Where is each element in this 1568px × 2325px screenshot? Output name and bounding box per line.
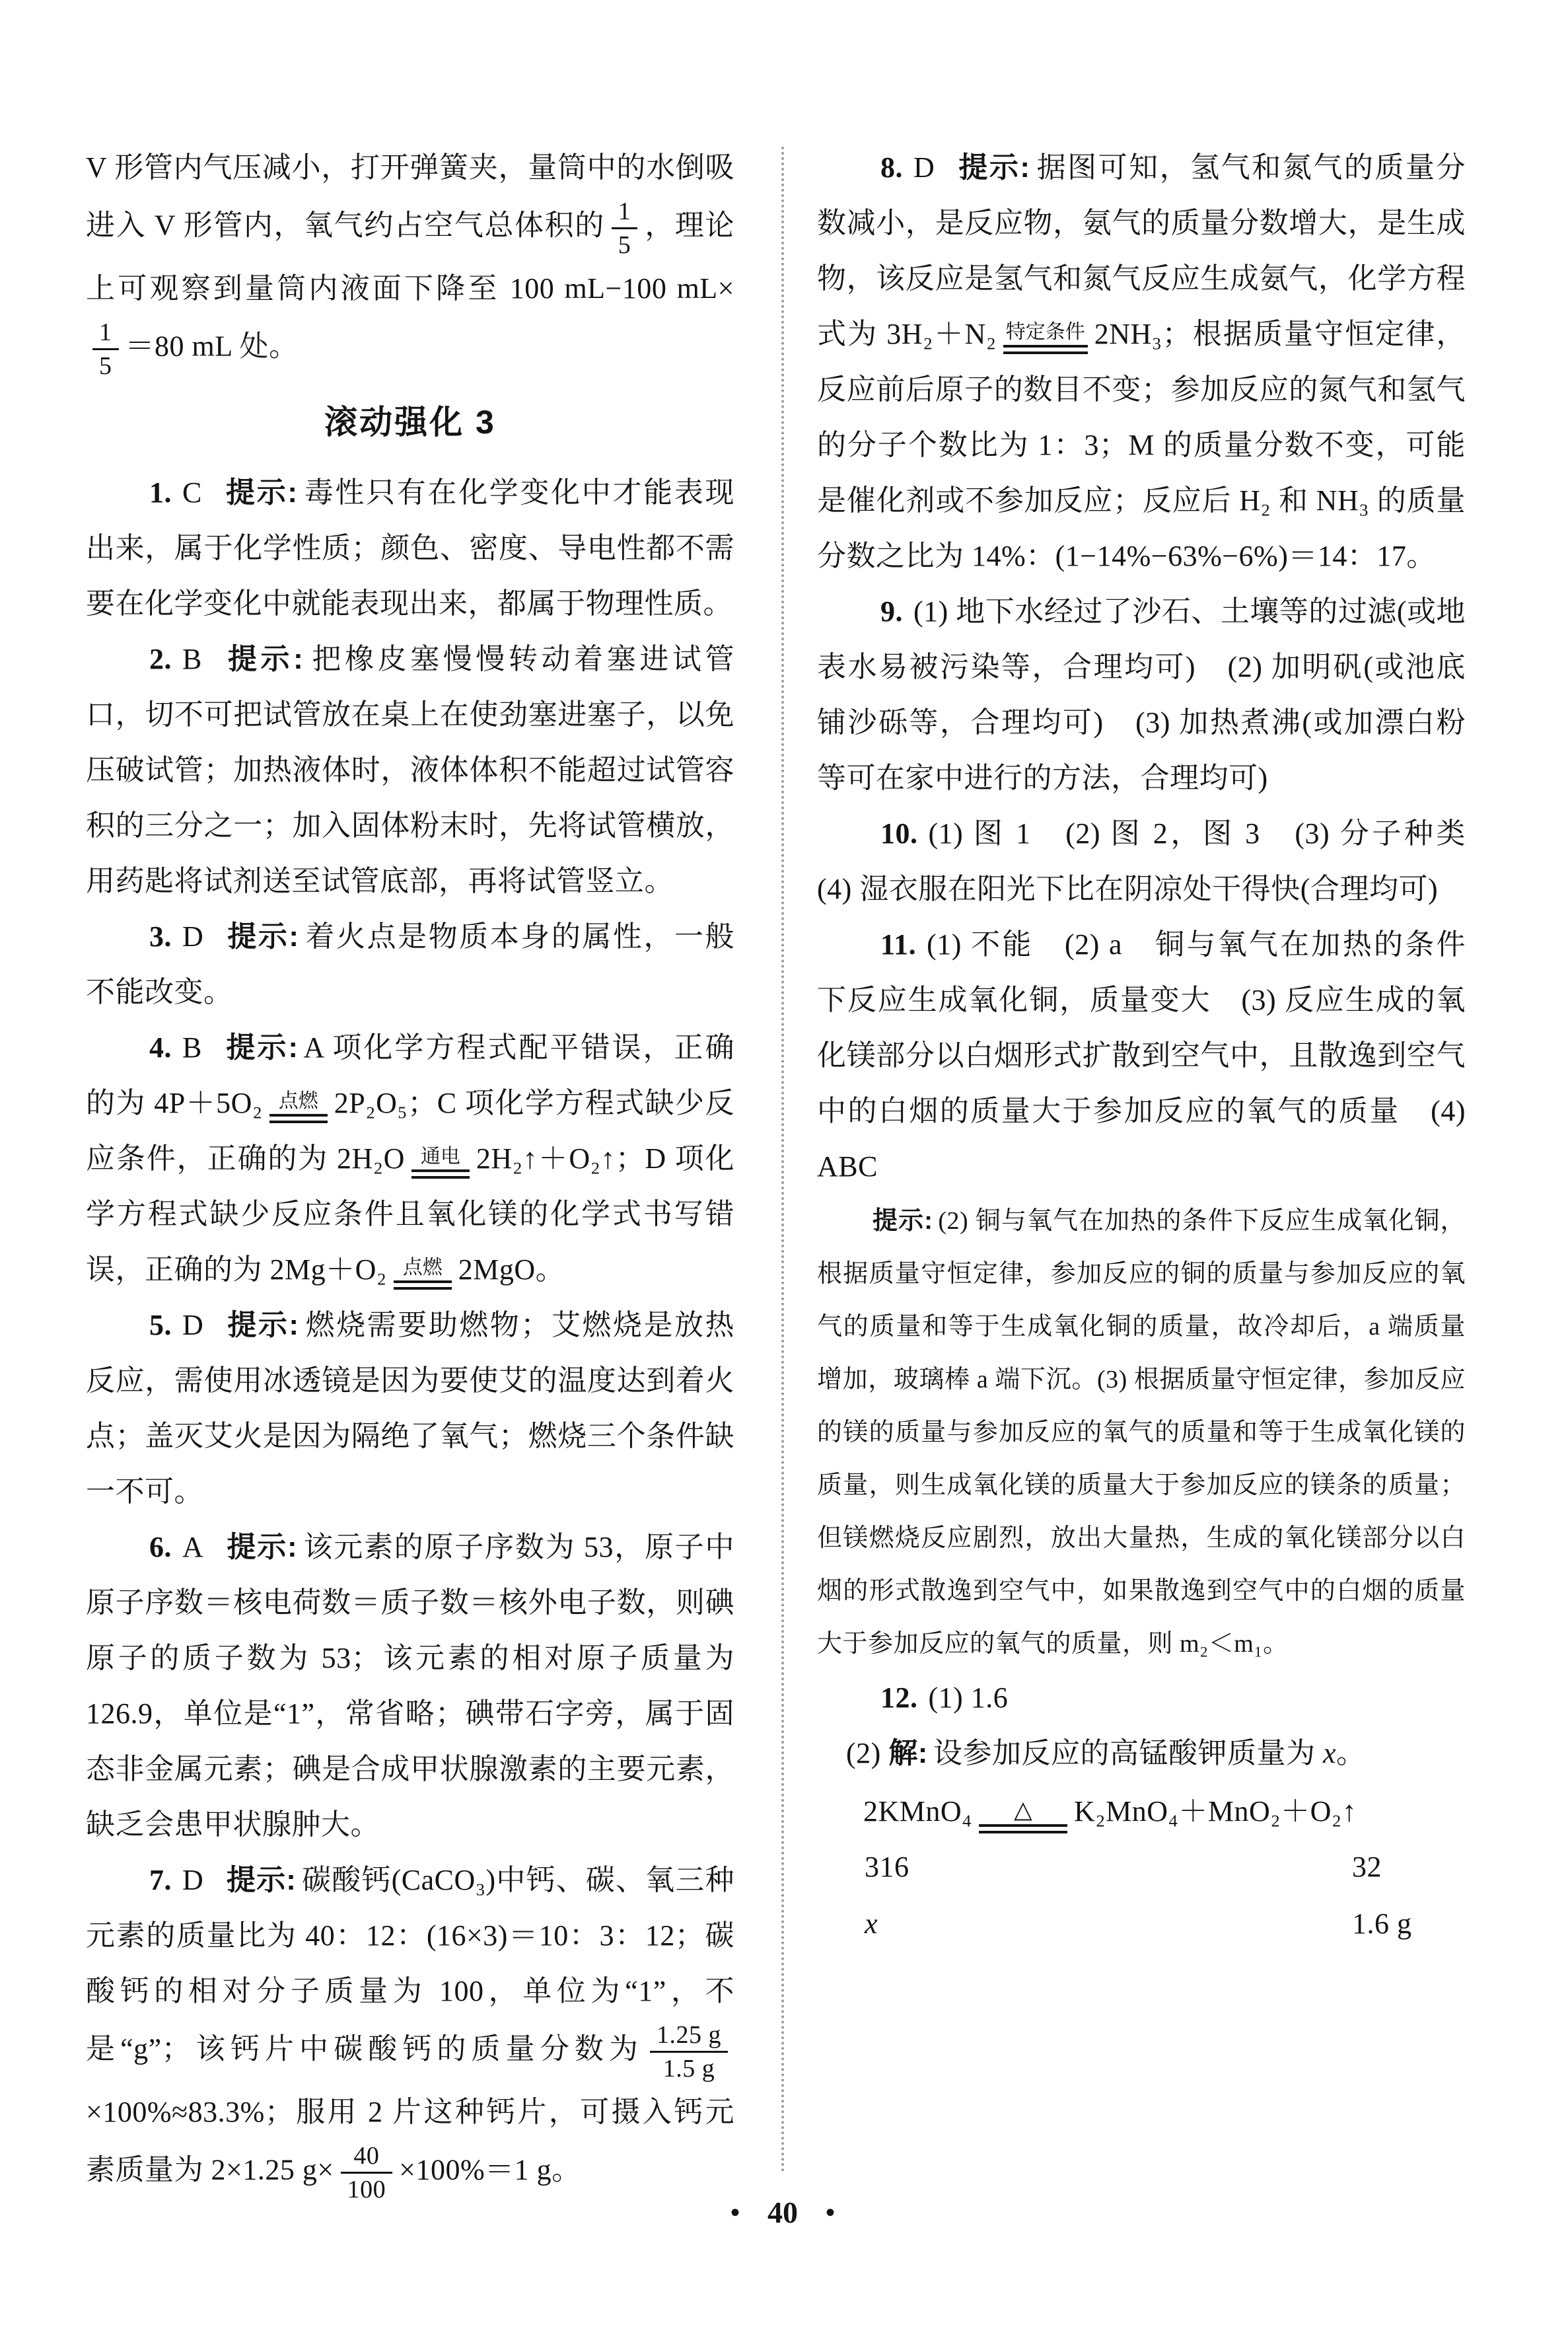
answer-item-9 <box>817 584 1466 806</box>
page-number-left-dot: • <box>730 2197 740 2227</box>
item-text: (1) 地下水经过了沙石、土壤等的过滤(或地表水易被污染等，合理均可) (2) 加明矾(或池底铺沙砾等，合理均可) (3) 加热煮沸(或加漂白粉等可在家中进行的方法，合理均可) <box>817 595 1466 794</box>
fraction <box>341 2140 393 2205</box>
answer-item-5 <box>86 1298 734 1520</box>
double-equals-line <box>269 1114 328 1123</box>
item-text: 2P₂O₅；C 项化学方程式缺少反应条件，正确的为 2H₂O <box>86 1087 734 1175</box>
solution-text: 设参加反应的高锰酸钾质量为 <box>933 1737 1323 1769</box>
item-number: 12. <box>880 1681 918 1714</box>
answer-item-10 <box>817 806 1495 917</box>
item-text: 2NH₃；根据质量守恒定律，反应前后原子的数目不变；参加反应的氮气和氢气的分子个数比为 1：3；M 的质量分数不变，可能是催化剂或不参加反应；反应后 H₂ 和 NH₃ 的质量分数之比为 14%：(1−14%−63%−6%)＝14：17。 <box>817 318 1466 572</box>
reaction-condition: 通电 <box>420 1145 460 1167</box>
column-divider <box>781 147 784 2174</box>
fraction-denominator: 5 <box>618 231 631 259</box>
item-text: (1) 图 1 (2) 图 2，图 3 (3) 分子种类 (4) 湿衣服在阳光下比在阴凉处干得快(合理均可) <box>817 817 1495 905</box>
solution-text: (2) <box>846 1737 889 1769</box>
molar-mass-row <box>817 1839 1466 1896</box>
answer-letter: A <box>182 1531 204 1563</box>
answer-letter: D <box>913 151 935 184</box>
hint-label: 提示: <box>873 1207 933 1235</box>
answer-item-2 <box>86 632 734 909</box>
answer-letter: B <box>182 643 202 675</box>
variable-x: x <box>1322 1737 1336 1769</box>
item-text: 把橡皮塞慢慢转动着塞进试管口，切不可把试管放在桌上在使劲塞进塞子，以免压破试管；加热液体时，液体体积不能超过试管容积的三分之一；加入固体粉末时，先将试管横放，用药匙将试剂送至试管底部，再将试管竖立。 <box>86 643 735 897</box>
fraction <box>92 316 119 382</box>
answer-item-4 <box>86 1020 734 1298</box>
hint-text: (2) 铜与氧气在加热的条件下反应生成氧化铜，根据质量守恒定律，参加反应的铜的质量与参加反应的氧气的质量和等于生成氧化铜的质量，故冷却后，a 端质量增加，玻璃棒 a 端下沉。(3) 根据质量守恒定律，参加反应的镁的质量与参加反应的氧气的质量和等于生成氧化镁的质量，则生成氧化镁的质量大于参加反应的镁条的质量；但镁燃烧反应剧烈，放出大量热，生成的氧化镁部分以白烟的形式散逸到空气中，如果散逸到空气中的白烟的质量大于参加反应的氧气的质量，则 m₂＜m₁。 <box>817 1207 1466 1658</box>
item-number: 4. <box>149 1031 172 1064</box>
intro-paragraph <box>86 140 734 382</box>
item-number: 5. <box>149 1309 172 1341</box>
reaction-condition-equals <box>411 1144 470 1179</box>
fraction-numerator: 1 <box>612 196 638 229</box>
molar-mass-lhs: 316 <box>865 1851 909 1883</box>
fraction-denominator: 5 <box>99 352 112 380</box>
double-equals-line <box>411 1169 470 1179</box>
item-text: ×100%＝1 g。 <box>399 2153 581 2186</box>
hint-label: 提示: <box>224 476 298 509</box>
left-column <box>86 140 734 2205</box>
intro-text: ＝80 mL 处。 <box>125 330 299 363</box>
answer-item-3 <box>86 909 734 1020</box>
item-text: 着火点是物质本身的属性，一般不能改变。 <box>86 920 735 1008</box>
item-number: 8. <box>880 151 903 184</box>
fraction-numerator: 1.25 g <box>650 2019 728 2053</box>
fraction-numerator: 1 <box>92 316 119 350</box>
item-number: 9. <box>880 595 903 628</box>
answer-letter: D <box>182 1864 204 1896</box>
section-heading: 滚动强化 3 <box>324 404 496 441</box>
answer-item-8 <box>817 140 1466 584</box>
answer-letter: C <box>182 476 202 509</box>
hint-label: 提示: <box>226 1864 297 1896</box>
unknown-row <box>817 1896 1466 1953</box>
equation-rhs: K₂MnO₄＋MnO₂＋O₂↑ <box>1074 1795 1357 1827</box>
solution-text: 。 <box>1336 1737 1366 1769</box>
known-mass: 1.6 g <box>1352 1907 1412 1940</box>
item-number: 6. <box>149 1531 172 1563</box>
delta-condition: △ <box>1014 1796 1032 1823</box>
reaction-condition: 点燃 <box>278 1089 318 1112</box>
item-text: 碳酸钙(CaCO₃)中钙、碳、氧三种元素的质量比为 40：12：(16×3)＝10：3：12；碳酸钙的相对分子质量为 100，单位为“1”，不是“g”；该钙片中碳酸钙的质量分数为 <box>86 1864 734 2065</box>
molar-mass-rhs: 32 <box>1352 1851 1382 1883</box>
double-equals-line <box>394 1280 452 1290</box>
item-text: 燃烧需要助燃物；艾燃烧是放热反应，需使用冰透镜是因为要使艾的温度达到着火点；盖灭艾火是因为隔绝了氧气；燃烧三个条件缺一不可。 <box>86 1309 735 1508</box>
page-number <box>684 2195 882 2230</box>
fraction <box>612 196 638 261</box>
reaction-condition: 点燃 <box>402 1256 443 1278</box>
item-text: 该元素的原子序数为 53，原子中原子序数＝核电荷数＝质子数＝核外电子数，则碘原子的质子数为 53；该元素的相对原子质量为 126.9，单位是“1”，常省略；碘带石字旁，属于固态非金属元素；碘是合成甲状腺激素的主要元素，缺乏会患甲状腺肿大。 <box>86 1531 735 1841</box>
item-number: 1. <box>149 476 172 509</box>
page-number-value: 40 <box>767 2196 798 2229</box>
item-text: A 项化学方程式配平错误，正确的为 4P＋5O₂ <box>86 1031 734 1119</box>
unknown-x: x <box>865 1907 878 1940</box>
double-equals-line <box>1003 345 1088 354</box>
right-column <box>817 140 1495 1953</box>
hint-label: 提示: <box>224 1031 299 1064</box>
item-text: 据图可知，氢气和氮气的质量分数减小，是反应物，氨气的质量分数增大，是生成物，该反应是氢气和氮气反应生成氨气，化学方程式为 3H₂＋N₂ <box>817 151 1466 350</box>
item-number: 10. <box>880 817 918 850</box>
reaction-condition-equals <box>979 1795 1067 1833</box>
item-text: 2H₂↑＋O₂↑；D 项化学方程式缺少反应条件且氧化镁的化学式书写错误，正确的为 2Mg＋O₂ <box>86 1142 734 1286</box>
item-text: (1) 不能 (2) a 铜与氧气在加热的条件下反应生成氧化铜，质量变大 (3) 反应生成的氧化镁部分以白烟形式扩散到空气中，且散逸到空气中的白烟的质量大于参加反应的氧气的质量 (4) ABC <box>817 928 1466 1183</box>
reaction-condition-equals <box>394 1255 452 1290</box>
fraction-numerator: 40 <box>341 2140 393 2174</box>
item-text: 毒性只有在化学变化中才能表现出来，属于化学性质；颜色、密度、导电性都不需要在化学变化中就能表现出来，都属于物理性质。 <box>86 476 735 620</box>
reaction-condition-equals <box>269 1089 328 1123</box>
answer-letter: D <box>182 1309 204 1341</box>
answer-item-6 <box>86 1520 734 1853</box>
solve-label: 解: <box>888 1737 928 1769</box>
intro-text: ，理论上可观察到量筒内液面下降至 100 mL−100 mL× <box>86 209 734 305</box>
item-number: 11. <box>880 928 917 961</box>
hint-label: 提示: <box>224 643 304 675</box>
intro-text: V 形管内气压减小，打开弹簧夹，量筒中的水倒吸进入 V 形管内，氧气约占空气总体积的 <box>86 151 734 242</box>
fraction-denominator: 100 <box>347 2176 386 2203</box>
item-text: ×100%≈83.3%；服用 2 片这种钙片，可摄入钙元素质量为 2×1.25 g× <box>86 2096 734 2186</box>
reaction-condition-equals <box>1003 320 1088 354</box>
hint-label: 提示: <box>226 1531 298 1563</box>
page-number-right-dot: • <box>826 2197 836 2227</box>
answer-item-12 <box>817 1670 1466 1726</box>
answer-item-7 <box>86 1853 734 2205</box>
solution-line <box>817 1726 1466 1781</box>
item-text: 2MgO。 <box>458 1253 565 1286</box>
answer-item-11 <box>817 917 1466 1195</box>
fraction-denominator: 1.5 g <box>662 2055 715 2083</box>
answer-item-1 <box>86 465 734 632</box>
item-number: 7. <box>149 1864 172 1896</box>
reaction-condition: 特定条件 <box>1005 320 1085 343</box>
item-text: (1) 1.6 <box>928 1681 1009 1714</box>
hint-label: 提示: <box>957 151 1030 184</box>
item-number: 3. <box>149 920 172 953</box>
chemical-equation <box>863 1784 1466 1839</box>
hint-label: 提示: <box>226 920 299 953</box>
hint-paragraph-11 <box>817 1195 1466 1670</box>
fraction <box>650 2019 728 2085</box>
double-equals-line <box>979 1824 1067 1833</box>
hint-label: 提示: <box>226 1309 299 1341</box>
answer-letter: B <box>182 1031 202 1064</box>
item-number: 2. <box>149 643 172 675</box>
answer-letter: D <box>182 920 204 953</box>
equation-lhs: 2KMnO₄ <box>863 1795 973 1827</box>
